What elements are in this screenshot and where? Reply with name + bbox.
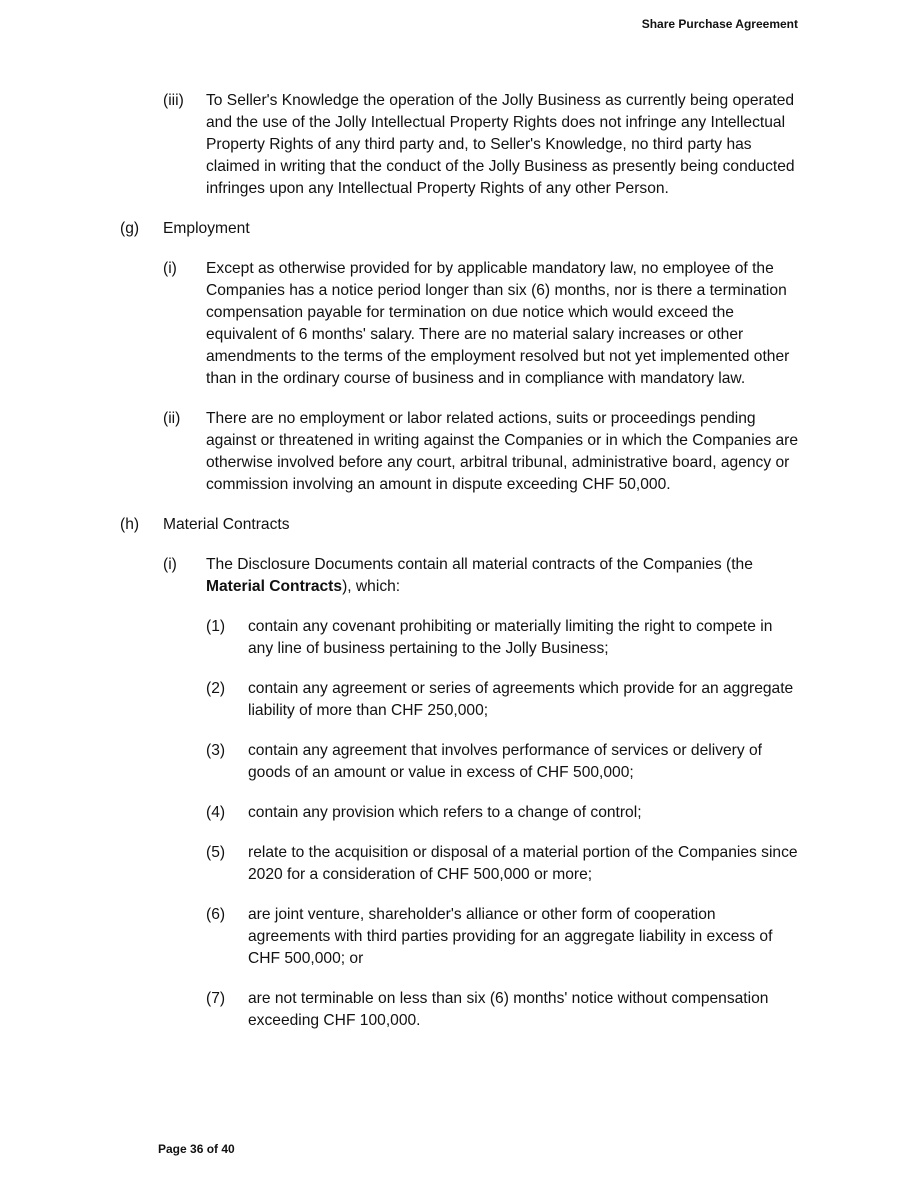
clause-number: (i) bbox=[163, 260, 177, 277]
clause-number: (4) bbox=[206, 804, 226, 821]
clause-text: are not terminable on less than six (6) months' notice without compensation exceeding CHF 100,000. bbox=[248, 990, 769, 1029]
clause-text-after: ), which: bbox=[342, 578, 401, 595]
clause-text: contain any provision which refers to a change of control; bbox=[248, 804, 642, 821]
clause-text: Except as otherwise provided for by applicable mandatory law, no employee of the Companies has a notice period longer than six (6) months, nor is there a termination compensation payable for termination on due notice which would exceed the equivalent of 6 months' salary. There are no material salary increases or other amendments to the terms of the employment resolved but not yet implemented other than in the ordinary course of business and in compliance with mandatory law. bbox=[206, 260, 790, 387]
clause-f-iii bbox=[120, 90, 800, 200]
clause-h-i-6 bbox=[120, 904, 800, 970]
clause-text: are joint venture, shareholder's alliance or other form of cooperation agreements with third parties providing for an aggregate liability in excess of CHF 500,000; or bbox=[248, 906, 773, 967]
clause-text: contain any agreement that involves performance of services or delivery of goods of an amount or value in excess of CHF 500,000; bbox=[248, 742, 762, 781]
clause-number: (ii) bbox=[163, 410, 181, 427]
clause-number: (i) bbox=[163, 556, 177, 573]
clause-number: (h) bbox=[120, 516, 140, 533]
clause-g-ii bbox=[120, 408, 800, 496]
clause-number: (3) bbox=[206, 742, 226, 759]
running-header: Share Purchase Agreement bbox=[641, 17, 798, 31]
clause-text bbox=[206, 554, 800, 598]
clause-text: To Seller's Knowledge the operation of the Jolly Business as currently being operated and the use of the Jolly Intellectual Property Rights does not infringe any Intellectual Property Rights of any third party and, to Seller's Knowledge, no third party has claimed in writing that the conduct of the Jolly Business as presently being conducted infringes upon any Intellectual Property Rights of any other Person. bbox=[206, 92, 795, 197]
clause-h-i-1 bbox=[120, 616, 800, 660]
clause-number: (2) bbox=[206, 680, 226, 697]
clause-g-i bbox=[120, 258, 800, 390]
clause-number: (5) bbox=[206, 844, 226, 861]
clause-number: (iii) bbox=[163, 92, 184, 109]
clause-text: relate to the acquisition or disposal of a material portion of the Companies since 2020 for a consideration of CHF 500,000 or more; bbox=[248, 844, 798, 883]
clause-number: (1) bbox=[206, 618, 226, 635]
clause-text-before: The Disclosure Documents contain all material contracts of the Companies (the bbox=[206, 556, 753, 573]
clause-text: There are no employment or labor related actions, suits or proceedings pending against or threatened in writing against the Companies or in which the Companies are otherwise involved before any court, arbitral tribunal, administrative board, agency or commission involving an amount in dispute exceeding CHF 50,000. bbox=[206, 410, 799, 493]
section-heading: Employment bbox=[163, 220, 250, 237]
clause-h-i-2 bbox=[120, 678, 800, 722]
clause-text: contain any covenant prohibiting or materially limiting the right to compete in any line of business pertaining to the Jolly Business; bbox=[248, 618, 773, 657]
clause-h-i-7 bbox=[120, 988, 800, 1032]
clause-h-i-3 bbox=[120, 740, 800, 784]
clause-h-i bbox=[120, 554, 800, 598]
document-body bbox=[120, 90, 800, 1032]
clause-h-i-4 bbox=[120, 802, 800, 824]
page-number: Page 36 of 40 bbox=[158, 1142, 235, 1156]
section-heading: Material Contracts bbox=[163, 516, 290, 533]
clause-number: (7) bbox=[206, 990, 226, 1007]
defined-term: Material Contracts bbox=[206, 578, 343, 595]
clause-text: contain any agreement or series of agreements which provide for an aggregate liability of more than CHF 250,000; bbox=[248, 680, 794, 719]
clause-g-heading bbox=[120, 218, 800, 240]
clause-h-i-5 bbox=[120, 842, 800, 886]
clause-number: (6) bbox=[206, 906, 226, 923]
clause-h-heading bbox=[120, 514, 800, 536]
clause-number: (g) bbox=[120, 220, 140, 237]
